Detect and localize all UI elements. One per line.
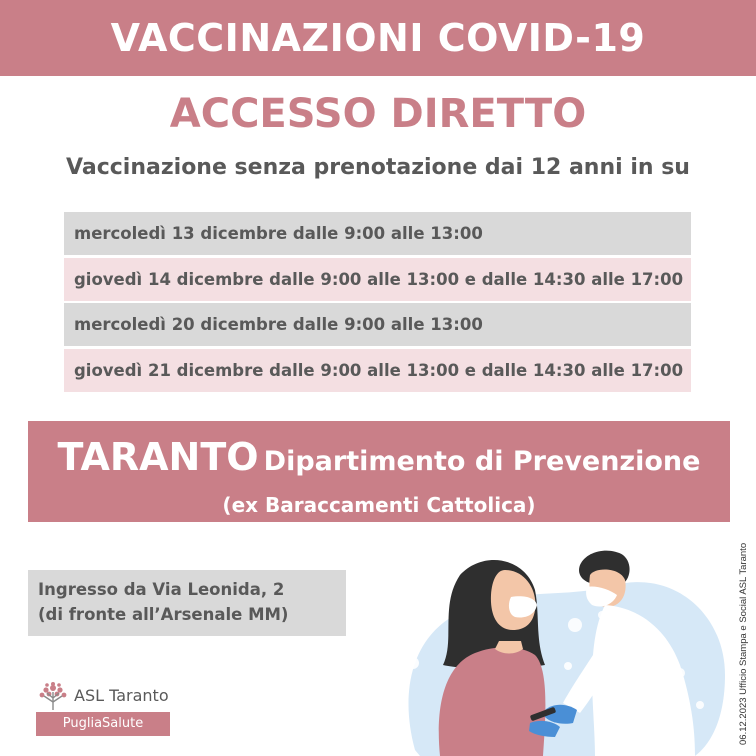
location-banner <box>28 421 730 522</box>
asl-logo <box>34 680 174 740</box>
entrance-box <box>28 570 346 636</box>
schedule-row: mercoledì 20 dicembre dalle 9:00 alle 13:00 <box>64 303 691 346</box>
header-banner <box>0 0 756 76</box>
vaccination-illustration <box>395 545 730 756</box>
logo-tagline: PugliaSalute <box>36 712 170 736</box>
location-note: (ex Baraccamenti Cattolica) <box>222 493 536 517</box>
description: Vaccinazione senza prenotazione dai 12 anni in su <box>66 155 690 180</box>
location-department: Dipartimento di Prevenzione <box>263 446 701 477</box>
schedule-row: giovedì 14 dicembre dalle 9:00 alle 13:00 e dalle 14:30 alle 17:00 <box>64 258 691 301</box>
schedule-row: mercoledì 13 dicembre dalle 9:00 alle 13:00 <box>64 212 691 255</box>
logo-name: ASL Taranto <box>74 686 169 705</box>
schedule-list <box>64 212 691 394</box>
location-city: TARANTO <box>57 435 259 479</box>
credit-text: 06.12.2023 Ufficio Stampa e Social ASL Taranto <box>738 542 749 745</box>
schedule-row: giovedì 21 dicembre dalle 9:00 alle 13:00 e dalle 14:30 alle 17:00 <box>64 349 691 392</box>
tree-icon <box>34 680 72 712</box>
entrance-landmark: (di fronte all’Arsenale MM) <box>38 605 289 624</box>
entrance-address: Ingresso da Via Leonida, 2 <box>38 580 285 599</box>
page-title: VACCINAZIONI COVID-19 <box>110 16 646 60</box>
location-title <box>28 421 730 491</box>
subtitle: ACCESSO DIRETTO <box>169 91 587 137</box>
